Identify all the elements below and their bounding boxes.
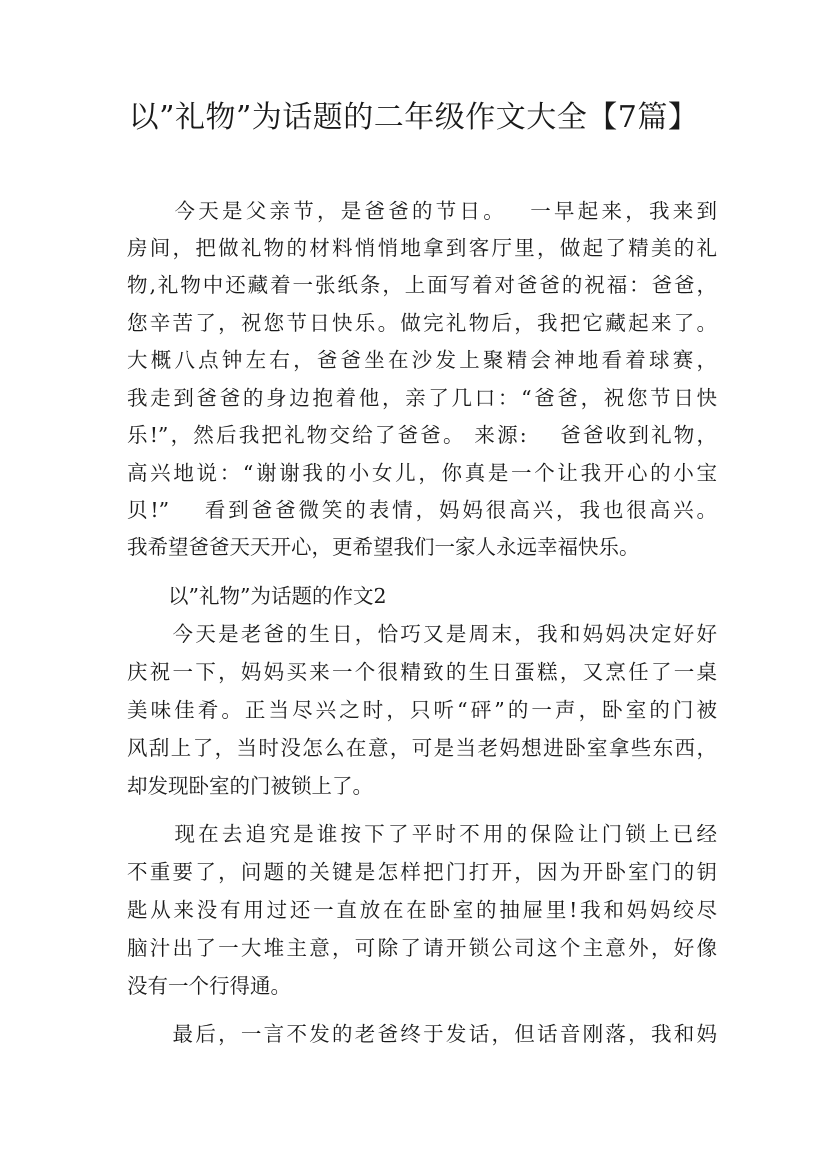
section-heading: 以”礼物”为话题的作文2 — [127, 584, 387, 608]
text-line: 风刮上了，当时没怎么在意，可是当老妈想进卧室拿些东西， — [127, 736, 717, 760]
text-line: 现在去追究是谁按下了平时不用的保险让门锁上已经 — [127, 822, 717, 846]
text-line: 物,礼物中还藏着一张纸条，上面写着对爸爸的祝福：爸爸， — [127, 273, 717, 297]
text-line: 却发现卧室的门被锁上了。 — [127, 774, 373, 798]
text-line: 最后，一言不发的老爸终于发话，但话音刚落，我和妈 — [127, 1022, 717, 1046]
text-line: 匙从来没有用过还一直放在在卧室的抽屉里!我和妈妈绞尽 — [127, 898, 717, 922]
text-line: 我走到爸爸的身边抱着他，亲了几口：“爸爸，祝您节日快 — [127, 386, 717, 410]
text-line: 乐!”，然后我把礼物交给了爸爸。 来源: 爸爸收到礼物， — [127, 423, 717, 447]
document-title: 以”礼物”为话题的二年级作文大全【7篇】 — [128, 100, 699, 135]
text-line: 高兴地说：“谢谢我的小女儿，你真是一个让我开心的小宝 — [127, 461, 717, 485]
text-line: 没有一个行得通。 — [127, 974, 291, 998]
text-line: 庆祝一下，妈妈买来一个很精致的生日蛋糕，又烹任了一桌 — [127, 660, 717, 684]
text-line: 今天是父亲节，是爸爸的节日。 一早起来，我来到 — [127, 199, 717, 223]
text-line: 我希望爸爸天天开心，更希望我们一家人永远幸福快乐。 — [127, 535, 640, 559]
text-line: 大概八点钟左右，爸爸坐在沙发上聚精会神地看着球赛， — [127, 348, 717, 372]
text-line: 不重要了，问题的关键是怎样把门打开，因为开卧室门的钥 — [127, 860, 717, 884]
text-line: 美味佳肴。正当尽兴之时，只听“砰”的一声，卧室的门被 — [127, 698, 717, 722]
text-line: 今天是老爸的生日，恰巧又是周末，我和妈妈决定好好 — [127, 622, 717, 646]
text-line: 您辛苦了，祝您节日快乐。做完礼物后，我把它藏起来了。 — [127, 311, 717, 335]
text-line: 房间，把做礼物的材料悄悄地拿到客厅里，做起了精美的礼 — [127, 236, 717, 260]
text-line: 贝!” 看到爸爸微笑的表情，妈妈很高兴，我也很高兴。 — [127, 498, 717, 522]
text-line: 脑汁出了一大堆主意，可除了请开锁公司这个主意外，好像 — [127, 936, 717, 960]
